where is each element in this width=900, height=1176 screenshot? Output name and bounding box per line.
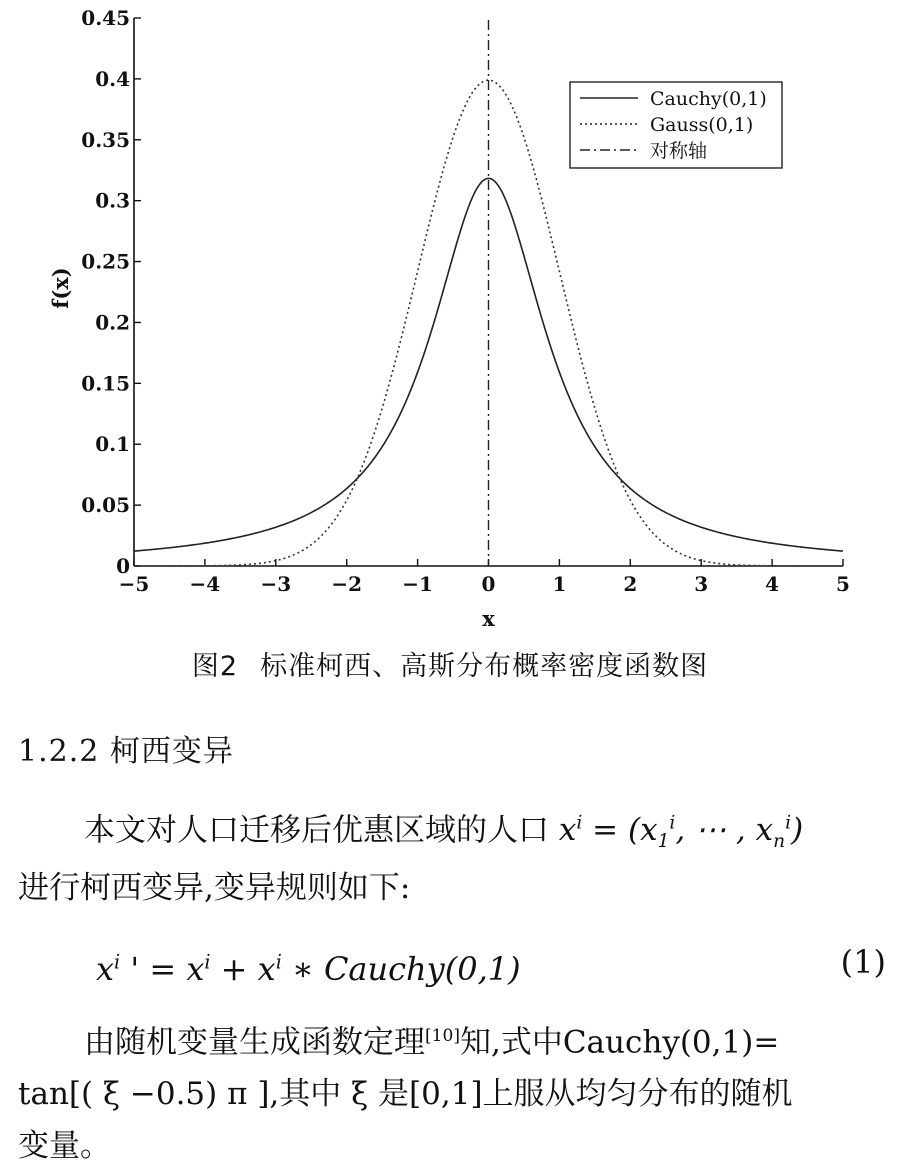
- paragraph-1-text: 本文对人口迁移后优惠区域的人口: [84, 812, 549, 849]
- x-tick-label: −4: [189, 572, 221, 596]
- equation-body: $x^i$ ' = $x^i + x^i$ ∗ Cauchy(0,1): [96, 949, 521, 988]
- y-tick-label: 0.3: [95, 188, 130, 213]
- y-axis-title: f(x): [48, 267, 73, 309]
- legend-label: Cauchy(0,1): [650, 88, 767, 110]
- equation-number: (1): [840, 943, 886, 981]
- y-tick-label: 0.35: [81, 127, 130, 152]
- y-tick-label: 0.4: [95, 66, 130, 91]
- x-tick-label: 4: [765, 572, 780, 596]
- equation-1: [96, 932, 886, 992]
- legend-label: Gauss(0,1): [650, 114, 754, 136]
- paragraph-2-line-2: tan[( ξ −0.5) π ],其中 ξ 是[0,1]上服从均匀分布的随机: [18, 1076, 793, 1112]
- x-tick-label: −5: [118, 572, 150, 596]
- y-tick-label: 0.05: [81, 493, 130, 518]
- paragraph-2-line-1: [18, 1006, 900, 1072]
- section-heading: 1.2.2 柯西变异: [18, 734, 234, 769]
- x-tick-label: −3: [260, 572, 292, 596]
- y-tick-label: 0.45: [81, 6, 130, 30]
- legend-label: 对称轴: [650, 140, 708, 162]
- y-tick-label: 0: [116, 554, 130, 578]
- x-axis-title: x: [482, 606, 495, 631]
- paragraph-2-line-3: 变量。: [18, 1128, 111, 1164]
- x-tick-label: −2: [331, 572, 363, 596]
- paragraph-2-text-b: 知,式中Cauchy(0,1)=: [459, 1024, 780, 1061]
- citation-10: [10]: [425, 1026, 460, 1046]
- x-tick-label: 1: [552, 572, 567, 596]
- y-tick-label: 0.15: [81, 371, 130, 396]
- figure-number: 图2: [191, 651, 239, 682]
- x-tick-label: 0: [481, 572, 496, 596]
- paragraph-2-text-a: 由随机变量生成函数定理: [84, 1024, 425, 1061]
- figure-caption: [0, 644, 900, 683]
- paragraph-1-line-2: 进行柯西变异,变异规则如下:: [18, 870, 411, 906]
- inline-math-population: $x^i = (x_1^i$, ⋯ , $x_n^i$): [558, 812, 804, 853]
- figure-caption-text: 标准柯西、高斯分布概率密度函数图: [260, 651, 709, 682]
- y-tick-label: 0.25: [81, 249, 130, 274]
- y-tick-label: 0.2: [95, 310, 130, 335]
- y-tick-label: 0.1: [95, 432, 130, 457]
- x-tick-label: 5: [836, 572, 850, 596]
- x-tick-label: 3: [694, 572, 709, 596]
- x-tick-label: 2: [623, 572, 638, 596]
- x-tick-label: −1: [402, 572, 433, 596]
